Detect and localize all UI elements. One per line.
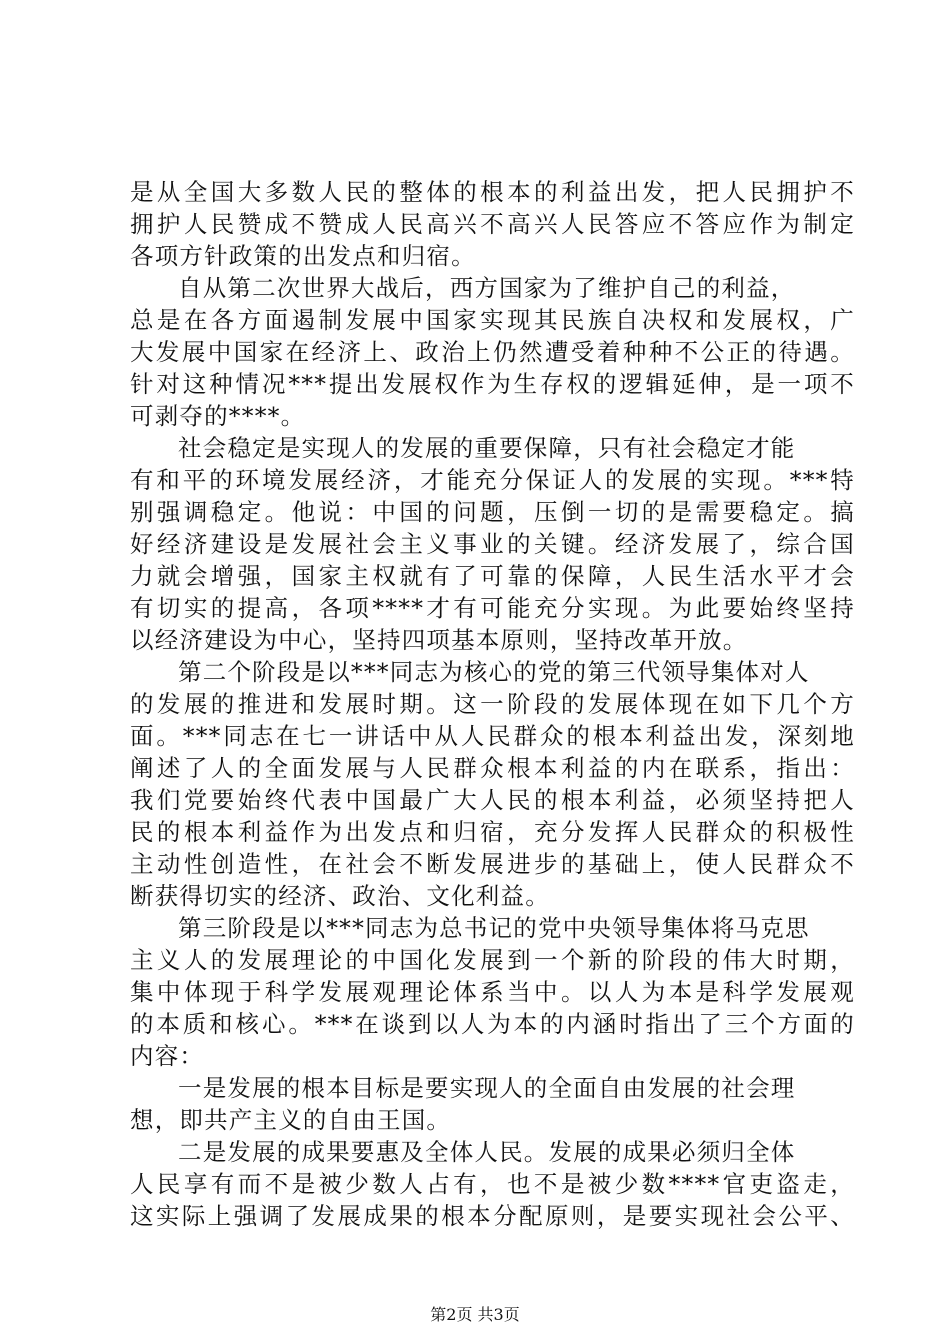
text-line: 主动性创造性，在社会不断发展进步的基础上，使人民群众不	[130, 850, 855, 878]
text-line: 总是在各方面遏制发展中国家实现其民族自决权和发展权，广	[130, 306, 855, 334]
paragraph-first-line: 自从第二次世界大战后，西方国家为了维护自己的利益，	[178, 274, 796, 302]
text-line: 好经济建设是发展社会主义事业的关键。经济发展了，综合国	[130, 530, 855, 558]
text-line: 主义人的发展理论的中国化发展到一个新的阶段的伟大时期，	[130, 946, 855, 974]
text-line: 面。***同志在七一讲话中从人民群众的根本利益出发，深刻地	[130, 722, 855, 750]
paragraph-first-line: 第三阶段是以***同志为总书记的党中央领导集体将马克思	[178, 914, 810, 942]
text-line: 可剥夺的****。	[130, 402, 306, 430]
paragraph-first-line: 第二个阶段是以***同志为核心的党的第三代领导集体对人	[178, 658, 810, 686]
paragraph-first-line: 二是发展的成果要惠及全体人民。发展的成果必须归全体	[178, 1138, 796, 1166]
text-line: 各项方针政策的出发点和归宿。	[130, 242, 476, 270]
text-line: 拥护人民赞成不赞成人民高兴不高兴人民答应不答应作为制定	[130, 210, 855, 238]
text-line: 人民享有而不是被少数人占有，也不是被少数****官吏盗走，	[130, 1170, 855, 1198]
text-line: 民的根本利益作为出发点和归宿，充分发挥人民群众的积极性	[130, 818, 855, 846]
text-line: 集中体现于科学发展观理论体系当中。以人为本是科学发展观	[130, 978, 855, 1006]
text-line: 这实际上强调了发展成果的根本分配原则，是要实现社会公平、	[130, 1202, 855, 1230]
text-line: 我们党要始终代表中国最广大人民的根本利益，必须坚持把人	[130, 786, 855, 814]
page-number-footer: 第2页 共3页	[430, 1305, 520, 1324]
paragraph-first-line: 社会稳定是实现人的发展的重要保障，只有社会稳定才能	[178, 434, 796, 462]
text-line: 阐述了人的全面发展与人民群众根本利益的内在联系，指出：	[130, 754, 855, 782]
text-line: 针对这种情况***提出发展权作为生存权的逻辑延伸，是一项不	[130, 370, 855, 398]
text-line: 大发展中国家在经济上、政治上仍然遭受着种种不公正的待遇。	[130, 338, 855, 366]
paragraph-first-line: 一是发展的根本目标是要实现人的全面自由发展的社会理	[178, 1074, 796, 1102]
text-line: 别强调稳定。他说：中国的问题，压倒一切的是需要稳定。搞	[130, 498, 855, 526]
text-line: 的发展的推进和发展时期。这一阶段的发展体现在如下几个方	[130, 690, 855, 718]
text-line: 有切实的提高，各项****才有可能充分实现。为此要始终坚持	[130, 594, 855, 622]
text-line: 力就会增强，国家主权就有了可靠的保障，人民生活水平才会	[130, 562, 855, 590]
text-line: 想，即共产主义的自由王国。	[130, 1106, 452, 1134]
text-line: 以经济建设为中心，坚持四项基本原则，坚持改革开放。	[130, 626, 748, 654]
text-line: 有和平的环境发展经济，才能充分保证人的发展的实现。***特	[130, 466, 855, 494]
text-line: 内容：	[130, 1042, 205, 1070]
text-line: 的本质和核心。***在谈到以人为本的内涵时指出了三个方面的	[130, 1010, 855, 1038]
text-line: 是从全国大多数人民的整体的根本的利益出发，把人民拥护不	[130, 178, 855, 206]
document-body	[130, 176, 855, 1232]
text-line: 断获得切实的经济、政治、文化利益。	[130, 882, 550, 910]
